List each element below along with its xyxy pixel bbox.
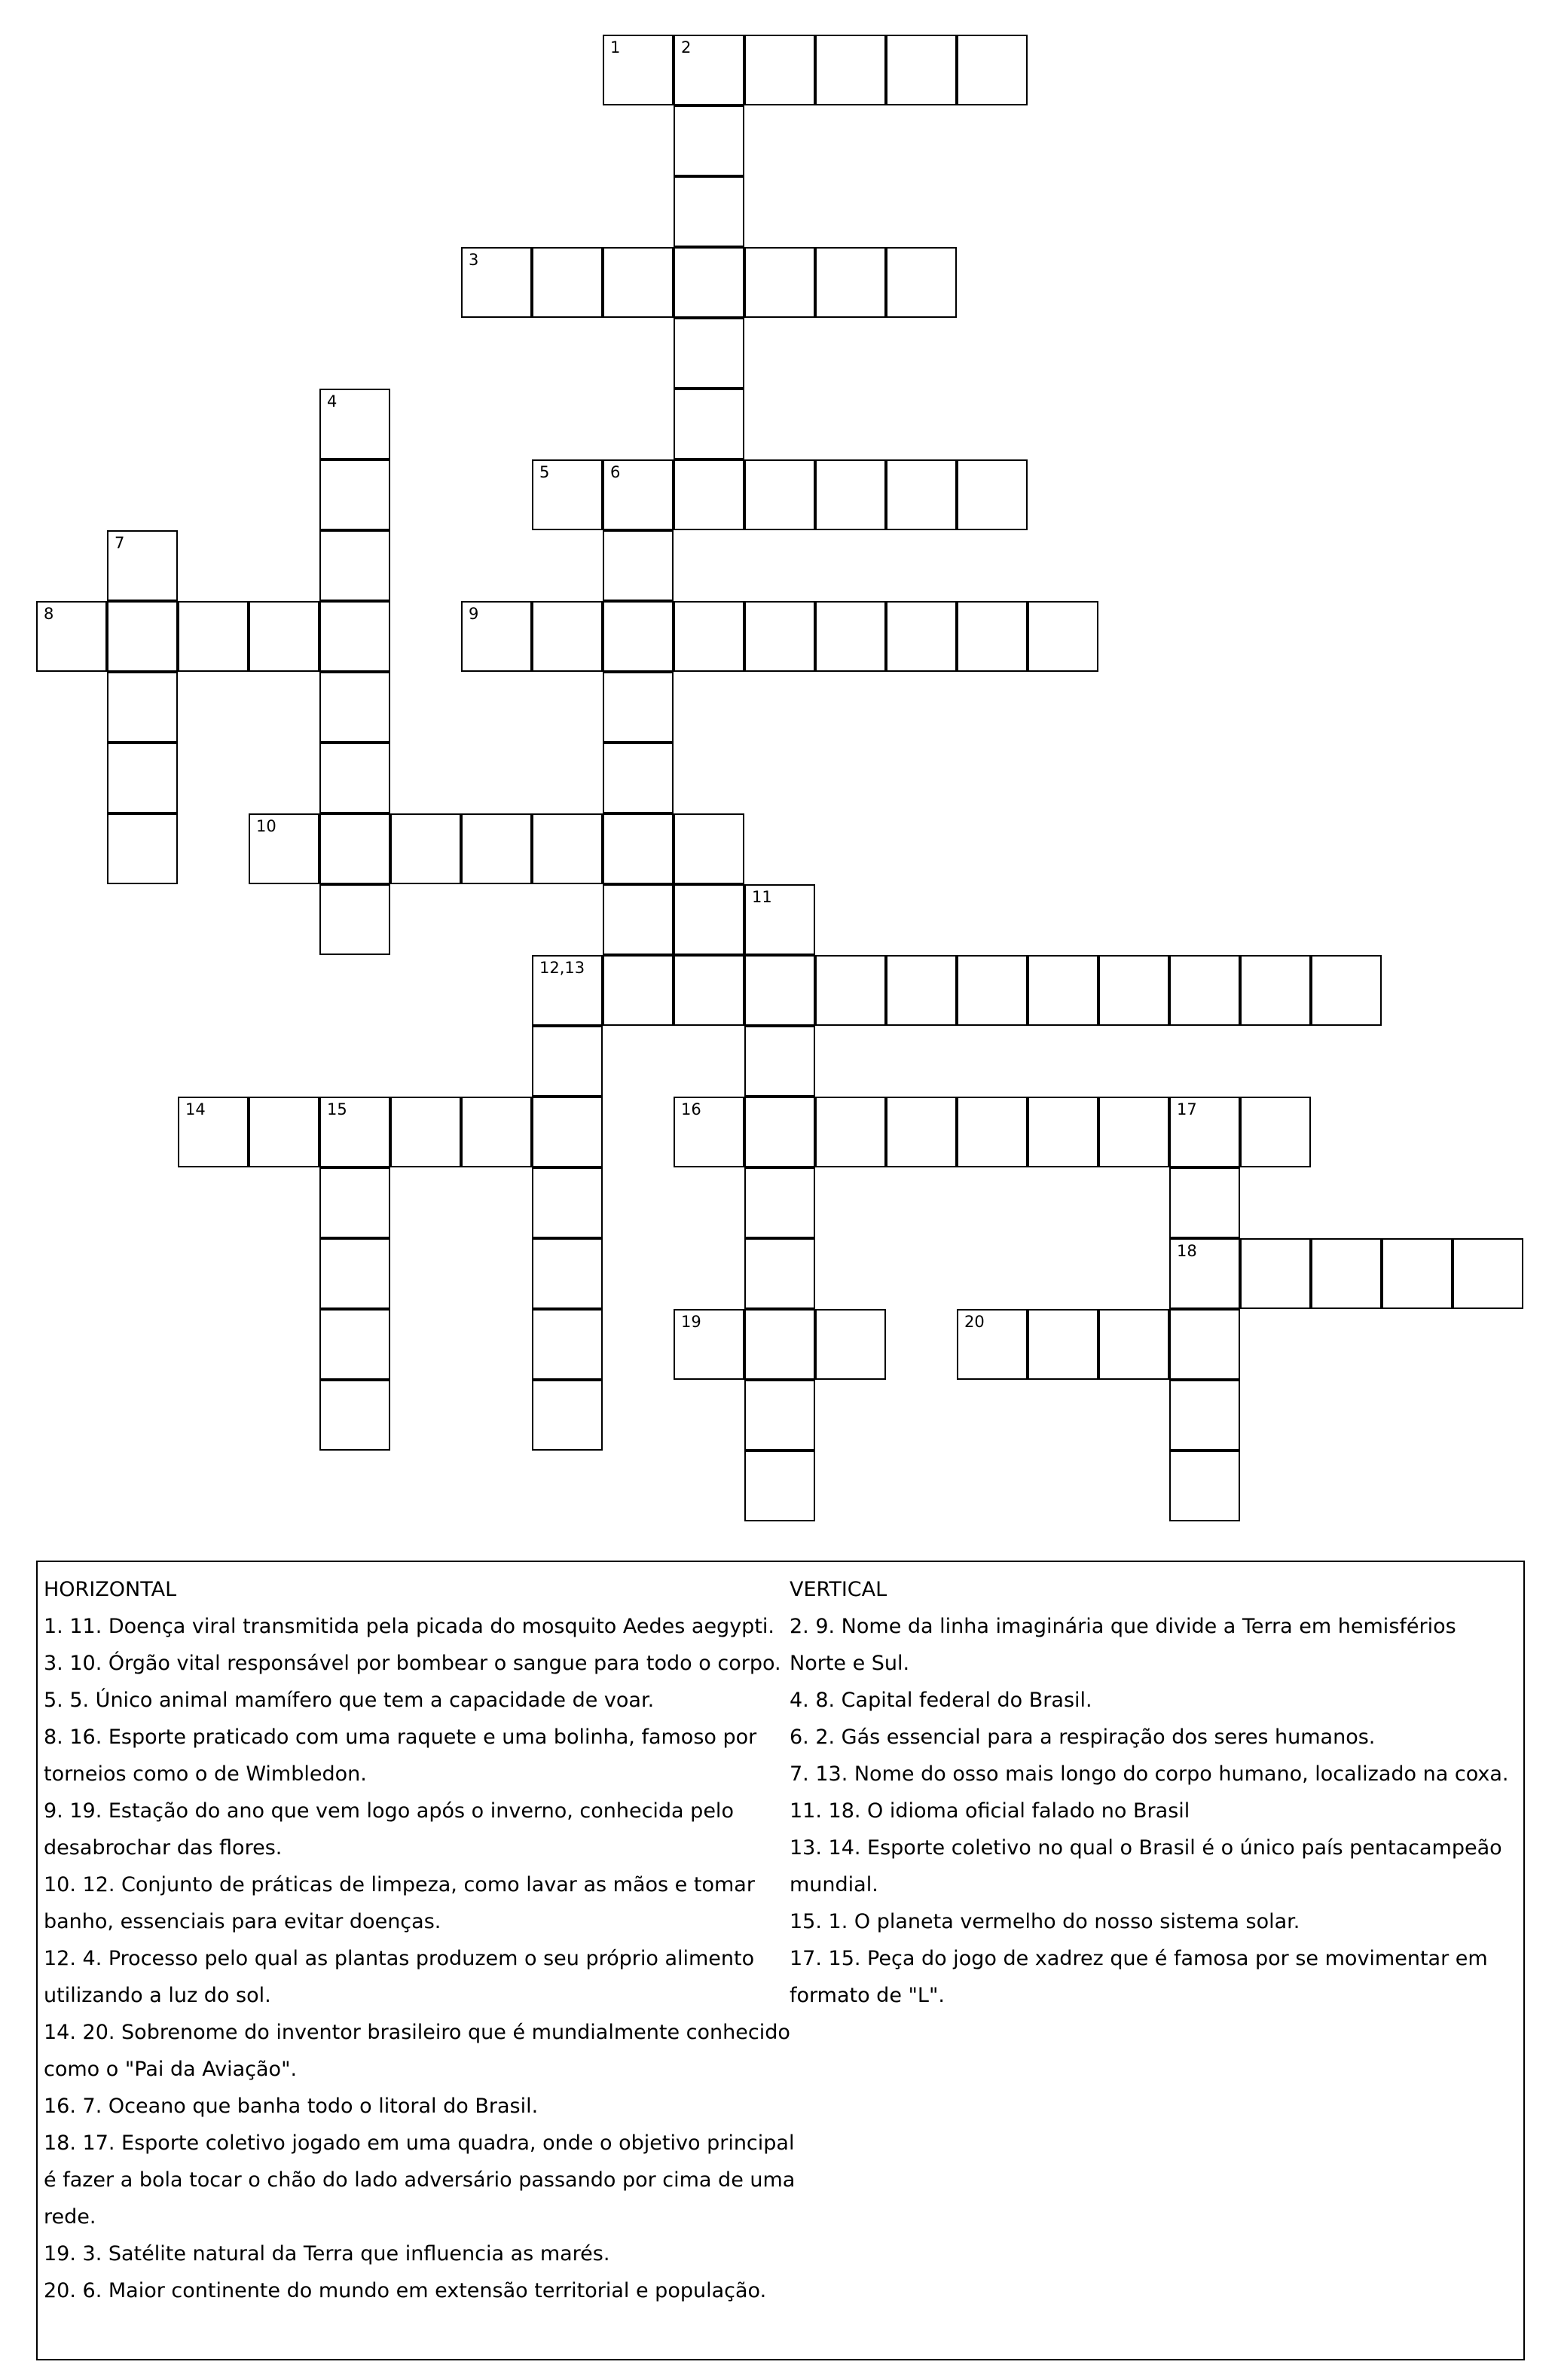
crossword-cell[interactable] <box>815 955 886 1026</box>
horizontal-clue: 16. 7. Oceano que banha todo o litoral do Brasil. <box>44 2095 539 2118</box>
crossword-cell[interactable] <box>319 1097 390 1167</box>
crossword-cell[interactable] <box>532 1167 603 1238</box>
crossword-cell[interactable] <box>744 1451 815 1521</box>
crossword-cell[interactable] <box>886 601 957 672</box>
crossword-cell[interactable] <box>1169 1309 1240 1380</box>
crossword-cell[interactable] <box>744 247 815 318</box>
crossword-cell[interactable] <box>532 955 603 1026</box>
crossword-cell[interactable] <box>674 884 744 955</box>
crossword-cell[interactable] <box>815 1309 886 1380</box>
crossword-cell[interactable] <box>532 1309 603 1380</box>
horizontal-clues <box>44 1571 797 2309</box>
crossword-cell[interactable] <box>532 459 603 530</box>
clue-number: 17 <box>1177 1100 1197 1118</box>
clue-number: 20 <box>964 1313 985 1331</box>
crossword-cell[interactable] <box>319 1380 390 1451</box>
crossword-cell[interactable] <box>107 601 178 672</box>
crossword-cell[interactable] <box>107 672 178 743</box>
crossword-cell[interactable] <box>603 459 674 530</box>
crossword-cell[interactable] <box>674 176 744 247</box>
crossword-cell[interactable] <box>532 813 603 884</box>
clue-number: 15 <box>327 1100 347 1118</box>
crossword-cell[interactable] <box>249 601 319 672</box>
crossword-cell[interactable] <box>957 955 1028 1026</box>
crossword-cell[interactable] <box>744 955 815 1026</box>
clue-number: 8 <box>44 605 54 623</box>
crossword-cell[interactable] <box>744 1238 815 1309</box>
crossword-cell[interactable] <box>319 1309 390 1380</box>
vertical-clue: 6. 2. Gás essencial para a respiração dos seres humanos. <box>790 1726 1376 1749</box>
crossword-cell[interactable] <box>319 743 390 813</box>
horizontal-clue: 8. 16. Esporte praticado com uma raquete e uma bolinha, famoso por torneios como o de Wimbledon. <box>44 1726 757 1786</box>
clues-box <box>36 1561 1525 2360</box>
clue-number: 9 <box>469 605 479 623</box>
crossword-cell[interactable] <box>1311 1238 1382 1309</box>
crossword-cell[interactable] <box>319 813 390 884</box>
crossword-cell[interactable] <box>107 813 178 884</box>
vertical-clue: 7. 13. Nome do osso mais longo do corpo humano, localizado na coxa. <box>790 1762 1509 1786</box>
crossword-cell[interactable] <box>603 601 674 672</box>
crossword-cell[interactable] <box>815 1097 886 1167</box>
crossword-cell[interactable] <box>1169 1238 1240 1309</box>
crossword-cell[interactable] <box>674 389 744 459</box>
crossword-cell[interactable] <box>674 813 744 884</box>
crossword-cell[interactable] <box>815 601 886 672</box>
crossword-cell[interactable] <box>744 35 815 105</box>
crossword-cell[interactable] <box>886 1097 957 1167</box>
crossword-cell[interactable] <box>178 601 249 672</box>
crossword-cell[interactable] <box>957 1309 1028 1380</box>
crossword-cell[interactable] <box>603 884 674 955</box>
crossword-cell[interactable] <box>674 1309 744 1380</box>
clue-number: 10 <box>256 817 276 835</box>
crossword-cell[interactable] <box>674 247 744 318</box>
clue-number: 12,13 <box>539 959 585 977</box>
horizontal-clue: 1. 11. Doença viral transmitida pela picada do mosquito Aedes aegypti. <box>44 1615 774 1638</box>
horizontal-clue: 19. 3. Satélite natural da Terra que influencia as marés. <box>44 2242 610 2266</box>
crossword-cell[interactable] <box>674 601 744 672</box>
crossword-cell[interactable] <box>674 1097 744 1167</box>
crossword-cell[interactable] <box>1311 955 1382 1026</box>
crossword-cell[interactable] <box>1169 1380 1240 1451</box>
crossword-cell[interactable] <box>886 35 957 105</box>
horizontal-clue: 10. 12. Conjunto de práticas de limpeza, como lavar as mãos e tomar banho, essenciais para evitar doenças. <box>44 1873 755 1933</box>
crossword-cell[interactable] <box>744 1167 815 1238</box>
crossword-cell[interactable] <box>532 1238 603 1309</box>
crossword-cell[interactable] <box>249 1097 319 1167</box>
clue-number: 5 <box>539 463 550 481</box>
horizontal-clue: 3. 10. Órgão vital responsável por bombear o sangue para todo o corpo. <box>44 1652 781 1675</box>
crossword-cell[interactable] <box>744 459 815 530</box>
crossword-cell[interactable] <box>532 247 603 318</box>
crossword-cell[interactable] <box>1453 1238 1523 1309</box>
horizontal-clue: 20. 6. Maior continente do mundo em extensão territorial e população. <box>44 2279 767 2302</box>
clue-number: 11 <box>752 888 772 906</box>
crossword-cell[interactable] <box>1240 955 1311 1026</box>
crossword-cell[interactable] <box>1028 601 1098 672</box>
crossword-cell[interactable] <box>107 743 178 813</box>
crossword-cell[interactable] <box>319 389 390 459</box>
crossword-cell[interactable] <box>603 530 674 601</box>
crossword-cell[interactable] <box>744 884 815 955</box>
crossword-cell[interactable] <box>532 1380 603 1451</box>
crossword-cell[interactable] <box>319 1167 390 1238</box>
crossword-cell[interactable] <box>107 530 178 601</box>
clue-number: 14 <box>185 1100 206 1118</box>
crossword-cell[interactable] <box>1169 1451 1240 1521</box>
clue-number: 1 <box>610 38 621 56</box>
crossword-cell[interactable] <box>603 247 674 318</box>
crossword-cell[interactable] <box>1169 955 1240 1026</box>
crossword-cell[interactable] <box>1098 955 1169 1026</box>
clue-number: 4 <box>327 392 338 410</box>
horizontal-heading: HORIZONTAL <box>44 1578 177 1601</box>
crossword-cell[interactable] <box>1028 955 1098 1026</box>
crossword-cell[interactable] <box>744 1026 815 1097</box>
crossword-cell[interactable] <box>1169 1167 1240 1238</box>
clue-number: 19 <box>681 1313 701 1331</box>
crossword-cell[interactable] <box>603 955 674 1026</box>
horizontal-clue: 12. 4. Processo pelo qual as plantas produzem o seu próprio alimento utilizando a luz do sol. <box>44 1947 755 2007</box>
crossword-cell[interactable] <box>957 459 1028 530</box>
crossword-cell[interactable] <box>886 247 957 318</box>
crossword-cell[interactable] <box>36 601 107 672</box>
vertical-clue: 13. 14. Esporte coletivo no qual o Brasil é o único país pentacampeão mundial. <box>790 1836 1502 1896</box>
vertical-clue: 11. 18. O idioma oficial falado no Brasil <box>790 1799 1190 1823</box>
crossword-cell[interactable] <box>957 1097 1028 1167</box>
crossword-cell[interactable] <box>744 601 815 672</box>
vertical-clue: 17. 15. Peça do jogo de xadrez que é famosa por se movimentar em formato de "L". <box>790 1947 1488 2007</box>
crossword-cell[interactable] <box>957 601 1028 672</box>
crossword-cell[interactable] <box>390 1097 461 1167</box>
vertical-clues <box>790 1571 1514 2014</box>
crossword-cell[interactable] <box>1028 1097 1098 1167</box>
crossword-cell[interactable] <box>249 813 319 884</box>
vertical-clue: 2. 9. Nome da linha imaginária que divide a Terra em hemisférios Norte e Sul. <box>790 1615 1456 1675</box>
crossword-cell[interactable] <box>674 35 744 105</box>
vertical-heading: VERTICAL <box>790 1578 887 1601</box>
crossword-cell[interactable] <box>1240 1238 1311 1309</box>
crossword-cell[interactable] <box>744 1309 815 1380</box>
clue-number: 16 <box>681 1100 701 1118</box>
vertical-clue: 4. 8. Capital federal do Brasil. <box>790 1689 1092 1712</box>
crossword-cell[interactable] <box>674 318 744 389</box>
crossword-cell[interactable] <box>532 1026 603 1097</box>
crossword-cell[interactable] <box>319 459 390 530</box>
crossword-cell[interactable] <box>744 1097 815 1167</box>
crossword-cell[interactable] <box>603 743 674 813</box>
crossword-cell[interactable] <box>319 1238 390 1309</box>
crossword-cell[interactable] <box>319 530 390 601</box>
crossword-cell[interactable] <box>674 105 744 176</box>
crossword-cell[interactable] <box>461 247 532 318</box>
crossword-cell[interactable] <box>674 459 744 530</box>
crossword-cell[interactable] <box>886 955 957 1026</box>
crossword-cell[interactable] <box>957 35 1028 105</box>
crossword-cell[interactable] <box>815 35 886 105</box>
crossword-cell[interactable] <box>886 459 957 530</box>
clue-number: 7 <box>115 534 125 552</box>
crossword-cell[interactable] <box>744 1380 815 1451</box>
crossword-cell[interactable] <box>319 601 390 672</box>
crossword-cell[interactable] <box>603 813 674 884</box>
crossword-cell[interactable] <box>461 813 532 884</box>
horizontal-clue: 9. 19. Estação do ano que vem logo após o inverno, conhecida pelo desabrochar das flores. <box>44 1799 734 1860</box>
crossword-cell[interactable] <box>1382 1238 1453 1309</box>
clue-number: 2 <box>681 38 692 56</box>
crossword-cell[interactable] <box>1169 1097 1240 1167</box>
crossword-cell[interactable] <box>461 601 532 672</box>
crossword-cell[interactable] <box>815 459 886 530</box>
crossword-cell[interactable] <box>461 1097 532 1167</box>
crossword-cell[interactable] <box>319 672 390 743</box>
crossword-cell[interactable] <box>319 884 390 955</box>
horizontal-clue: 14. 20. Sobrenome do inventor brasileiro que é mundialmente conhecido como o "Pai da Aviação". <box>44 2021 790 2081</box>
horizontal-clue: 5. 5. Único animal mamífero que tem a capacidade de voar. <box>44 1689 655 1712</box>
crossword-cell[interactable] <box>1028 1309 1098 1380</box>
crossword-cell[interactable] <box>815 247 886 318</box>
clue-number: 18 <box>1177 1242 1197 1260</box>
horizontal-clue: 18. 17. Esporte coletivo jogado em uma quadra, onde o objetivo principal é fazer a bola tocar o chão do lado adversário passando por cima de uma rede. <box>44 2131 796 2229</box>
vertical-clue: 15. 1. O planeta vermelho do nosso sistema solar. <box>790 1910 1300 1933</box>
crossword-cell[interactable] <box>532 1097 603 1167</box>
crossword-cell[interactable] <box>603 672 674 743</box>
crossword-cell[interactable] <box>1098 1097 1169 1167</box>
crossword-cell[interactable] <box>532 601 603 672</box>
crossword-cell[interactable] <box>674 955 744 1026</box>
crossword-cell[interactable] <box>178 1097 249 1167</box>
crossword-cell[interactable] <box>1240 1097 1311 1167</box>
crossword-cell[interactable] <box>390 813 461 884</box>
clue-number: 3 <box>469 251 479 269</box>
clue-number: 6 <box>610 463 621 481</box>
crossword-cell[interactable] <box>603 35 674 105</box>
crossword-cell[interactable] <box>1098 1309 1169 1380</box>
